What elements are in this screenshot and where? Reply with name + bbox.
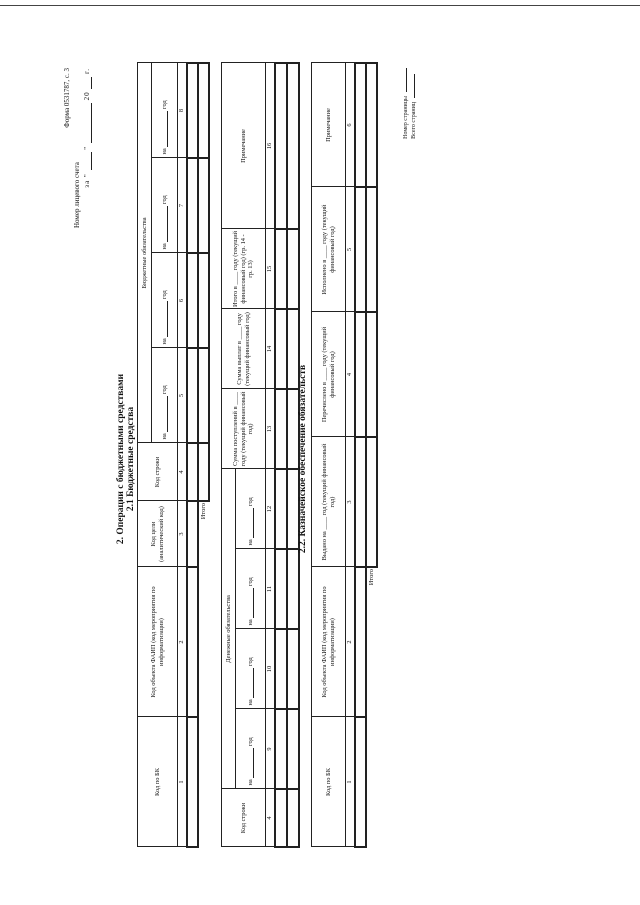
- col-number: 7: [178, 158, 187, 253]
- col-number: 15: [266, 229, 275, 309]
- monetary-obligations-header: Денежные обязательства: [222, 469, 236, 789]
- page-footer: [402, 68, 418, 139]
- top-border-line: [0, 5, 640, 6]
- col-9-header: на год: [236, 709, 266, 789]
- col-number: 1: [178, 717, 187, 847]
- table-row: [275, 63, 287, 847]
- col-bk-header: Код по БК: [312, 717, 346, 847]
- treasury-provision-table: [311, 62, 378, 848]
- issued-header: Выдано на ____ год (текущий финансовый год): [312, 437, 346, 567]
- table-row: [355, 63, 366, 847]
- col-number: 12: [266, 469, 275, 549]
- total-pages-label: Всего страниц: [411, 102, 417, 139]
- col-number: 2: [346, 567, 355, 717]
- note-header: Примечание: [222, 63, 266, 229]
- section-title: 2. Операции с бюджетными средствами: [116, 373, 126, 545]
- col-number: 5: [346, 187, 355, 312]
- executed-header: Исполнено в ____ году (текущий финансовый год): [312, 187, 346, 312]
- col-faip-header: Код объекта ФАИП (код мероприятия по информатизации): [138, 567, 178, 717]
- col-number: 8: [178, 63, 187, 158]
- col-number: 6: [346, 63, 355, 187]
- form-header: [62, 68, 92, 228]
- col-6-header: на год: [152, 253, 178, 348]
- total-row: [366, 63, 377, 847]
- col-number: 4: [346, 312, 355, 437]
- col-number: 2: [178, 567, 187, 717]
- col-number: 1: [346, 717, 355, 847]
- receipts-header: Сумма поступлений в ____ году (текущий финансовый год): [222, 389, 266, 469]
- transferred-header: Перечислено в ____ году (текущий финансовый год): [312, 312, 346, 437]
- col-bk-header: Код по БК: [138, 717, 178, 847]
- col-number: 9: [266, 709, 275, 789]
- table-row: [187, 63, 198, 847]
- account-number-label: Номер лицевого счета: [73, 162, 81, 228]
- itogo-label: Итого: [199, 503, 207, 520]
- page-number-label: Номер страницы: [403, 96, 409, 139]
- col-number: 4: [178, 443, 187, 501]
- col-7-header: на год: [152, 158, 178, 253]
- col-5-header: на год: [152, 348, 178, 443]
- itogo-label: Итого: [367, 569, 375, 586]
- col-number: 6: [178, 253, 187, 348]
- col-11-header: на год: [236, 549, 266, 629]
- col-number: 11: [266, 549, 275, 629]
- subsection-2-2-title: 2.2. Казначейское обеспечение обязательств: [298, 364, 308, 554]
- budget-obligations-table: [137, 62, 210, 848]
- col-faip-header: Код объекта ФАИП (код мероприятия по информатизации): [312, 567, 346, 717]
- col-number: 5: [178, 348, 187, 443]
- monetary-obligations-table: [221, 62, 300, 848]
- rotated-form-page: [54, 64, 422, 854]
- col-number: 4: [266, 789, 275, 847]
- col-8-header: на год: [152, 63, 178, 158]
- total-year-header: Итого в ____ году (текущий финансовый год) (гр. 14 - гр. 13): [222, 229, 266, 309]
- col-number: 16: [266, 63, 275, 229]
- col-12-header: на год: [236, 469, 266, 549]
- col-number: 3: [178, 501, 187, 567]
- col-number: 3: [346, 437, 355, 567]
- form-number: Форма 0531787, с. 3: [63, 68, 71, 128]
- col-number: 13: [266, 389, 275, 469]
- col-number: 10: [266, 629, 275, 709]
- col-row-code-header: Код строки: [138, 443, 178, 501]
- note-header: Примечание: [312, 63, 346, 187]
- period-line: за " " 20 г.: [83, 68, 91, 188]
- table-row: [287, 63, 299, 847]
- col-number: 14: [266, 309, 275, 389]
- subsection-2-1-title: 2.1 Бюджетные средства: [126, 406, 136, 512]
- total-row: [198, 63, 209, 847]
- col-10-header: на год: [236, 629, 266, 709]
- col-goal-header: Код цели (аналитический код): [138, 501, 178, 567]
- col-row-code-header: Код строки: [222, 789, 266, 847]
- budget-obligations-header: Бюджетные обязательства: [138, 63, 152, 443]
- payments-header: Сумма выплат в ____ году (текущий финансовый год): [222, 309, 266, 389]
